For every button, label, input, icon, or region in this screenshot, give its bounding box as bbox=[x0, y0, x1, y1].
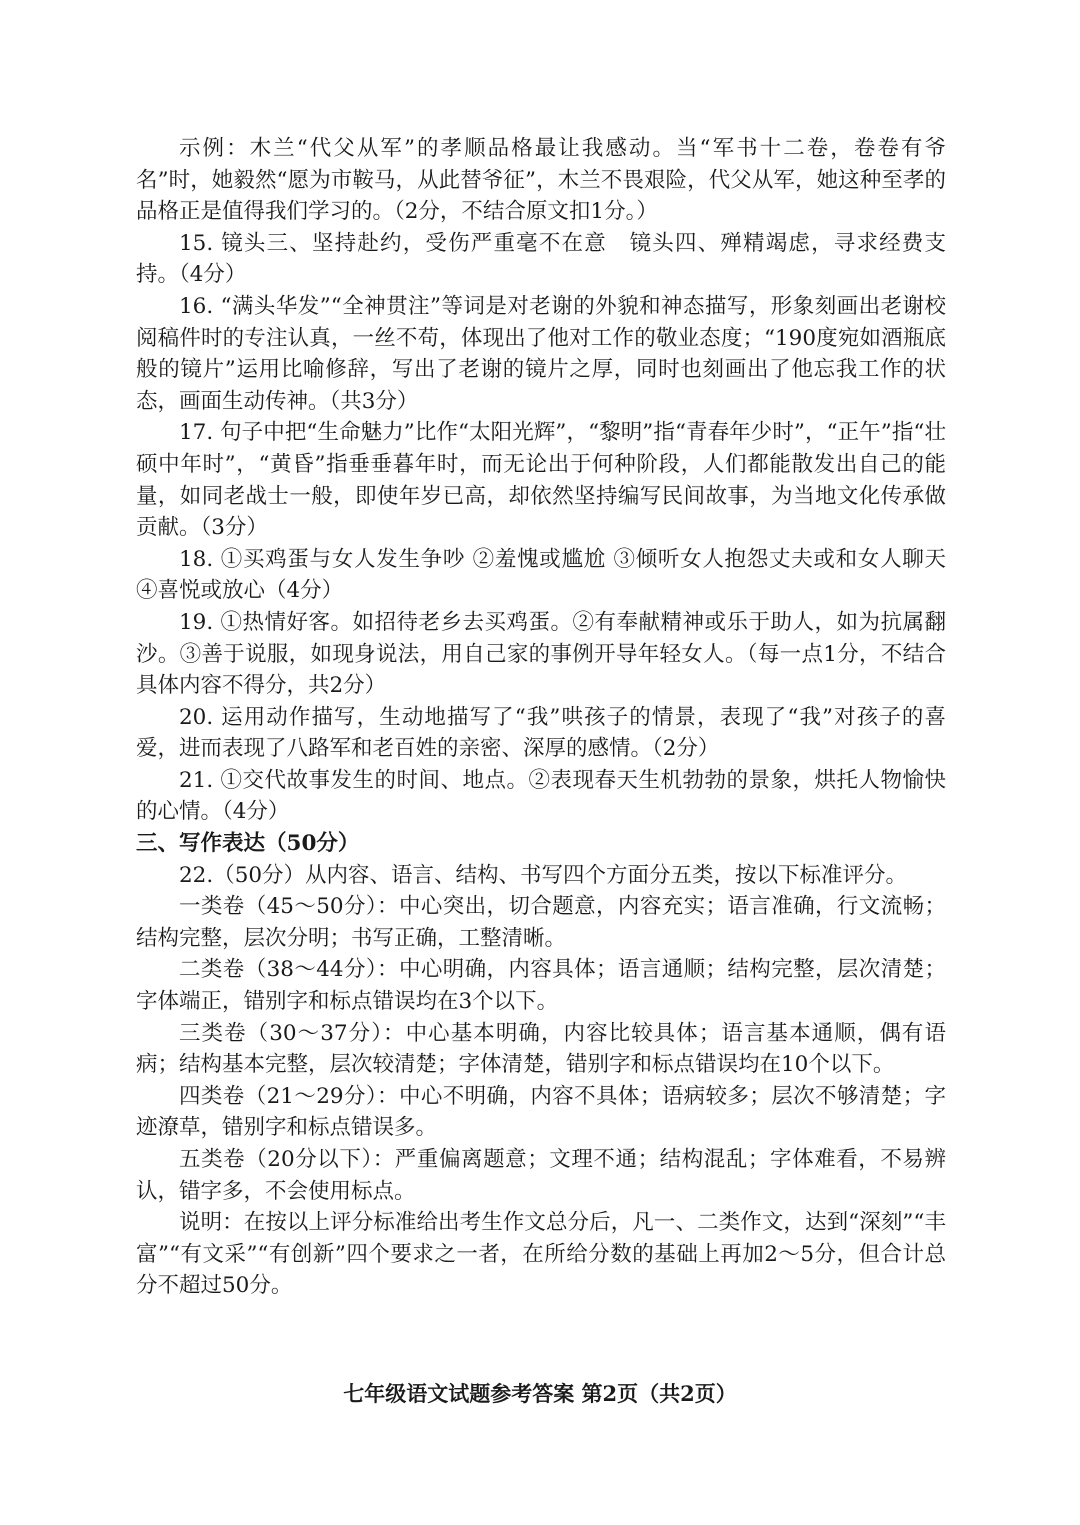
answer-document bbox=[136, 133, 946, 1302]
grade-class-1: 一类卷（45～50分）：中心突出，切合题意，内容充实；语言准确，行文流畅；结构完整，层次分明；书写正确，工整清晰。 bbox=[136, 894, 946, 951]
answer-17: 17. 句子中把“生命魅力”比作“太阳光辉”，“黎明”指“青春年少时”，“正午”指“壮硕中年时”，“黄昏”指垂垂暮年时，而无论出于何种阶段，人们都能散发出自己的能量，如同老战士一般，即使年岁已高，却依然坚持编写民间故事，为当地文化传承做贡献。（3分） bbox=[136, 420, 946, 541]
answer-20: 20. 运用动作描写，生动地描写了“我”哄孩子的情景，表现了“我”对孩子的喜爱，进而表现了八路军和老百姓的亲密、深厚的感情。（2分） bbox=[136, 704, 946, 762]
section-heading-writing: 三、写作表达（50分） bbox=[136, 831, 360, 857]
answer-16: 16. “满头华发”“全神贯注”等词是对老谢的外貌和神态描写，形象刻画出老谢校阅稿件时的专注认真，一丝不苟，体现出了他对工作的敬业态度；“190度宛如酒瓶底般的镜片”运用比喻修辞，写出了老谢的镜片之厚，同时也刻画出了他忘我工作的状态，画面生动传神。（共3分） bbox=[136, 293, 946, 414]
answer-21: 21. ①交代故事发生的时间、地点。②表现春天生机勃勃的景象，烘托人物愉快的心情。（4分） bbox=[136, 767, 946, 825]
paragraph-example: 示例：木兰“代父从军”的孝顺品格最让我感动。当“军书十二卷，卷卷有爷名”时，她毅然“愿为市鞍马，从此替爷征”，木兰不畏艰险，代父从军，她这种至孝的品格正是值得我们学习的。（2分，不结合原文扣1分。） bbox=[136, 136, 946, 225]
answer-19: 19. ①热情好客。如招待老乡去买鸡蛋。②有奉献精神或乐于助人，如为抗属翻沙。③善于说服，如现身说法，用自己家的事例开导年轻女人。（每一点1分，不结合具体内容不得分，共2分） bbox=[136, 609, 946, 699]
grading-note: 说明：在按以上评分标准给出考生作文总分后，凡一、二类作文，达到“深刻”“丰富”“有文采”“有创新”四个要求之一者，在所给分数的基础上再加2～5分，但合计总分不超过50分。 bbox=[136, 1210, 946, 1299]
grade-class-4: 四类卷（21～29分）：中心不明确，内容不具体；语病较多；层次不够清楚；字迹潦草，错别字和标点错误多。 bbox=[136, 1083, 946, 1141]
grade-class-5: 五类卷（20分以下）：严重偏离题意；文理不通；结构混乱；字体难看，不易辨认，错字多，不会使用标点。 bbox=[136, 1147, 946, 1204]
answer-15: 15. 镜头三、坚持赴约，受伤严重毫不在意 镜头四、殚精竭虑，寻求经费支持。（4分） bbox=[136, 230, 946, 288]
grade-class-3: 三类卷（30～37分）：中心基本明确，内容比较具体；语言基本通顺，偶有语病；结构基本完整，层次较清楚；字体清楚，错别字和标点错误均在10个以下。 bbox=[136, 1020, 946, 1078]
grade-class-2: 二类卷（38～44分）：中心明确，内容具体；语言通顺；结构完整，层次清楚；字体端正，错别字和标点错误均在3个以下。 bbox=[136, 957, 946, 1015]
page-footer: 七年级语文试题参考答案 第2页（共2页） bbox=[343, 1381, 737, 1406]
answer-18: 18. ①买鸡蛋与女人发生争吵 ②羞愧或尴尬 ③倾听女人抱怨丈夫或和女人聊天 ④喜悦或放心（4分） bbox=[136, 546, 946, 604]
answer-22: 22.（50分）从内容、语言、结构、书写四个方面分五类，按以下标准评分。 bbox=[179, 862, 908, 888]
